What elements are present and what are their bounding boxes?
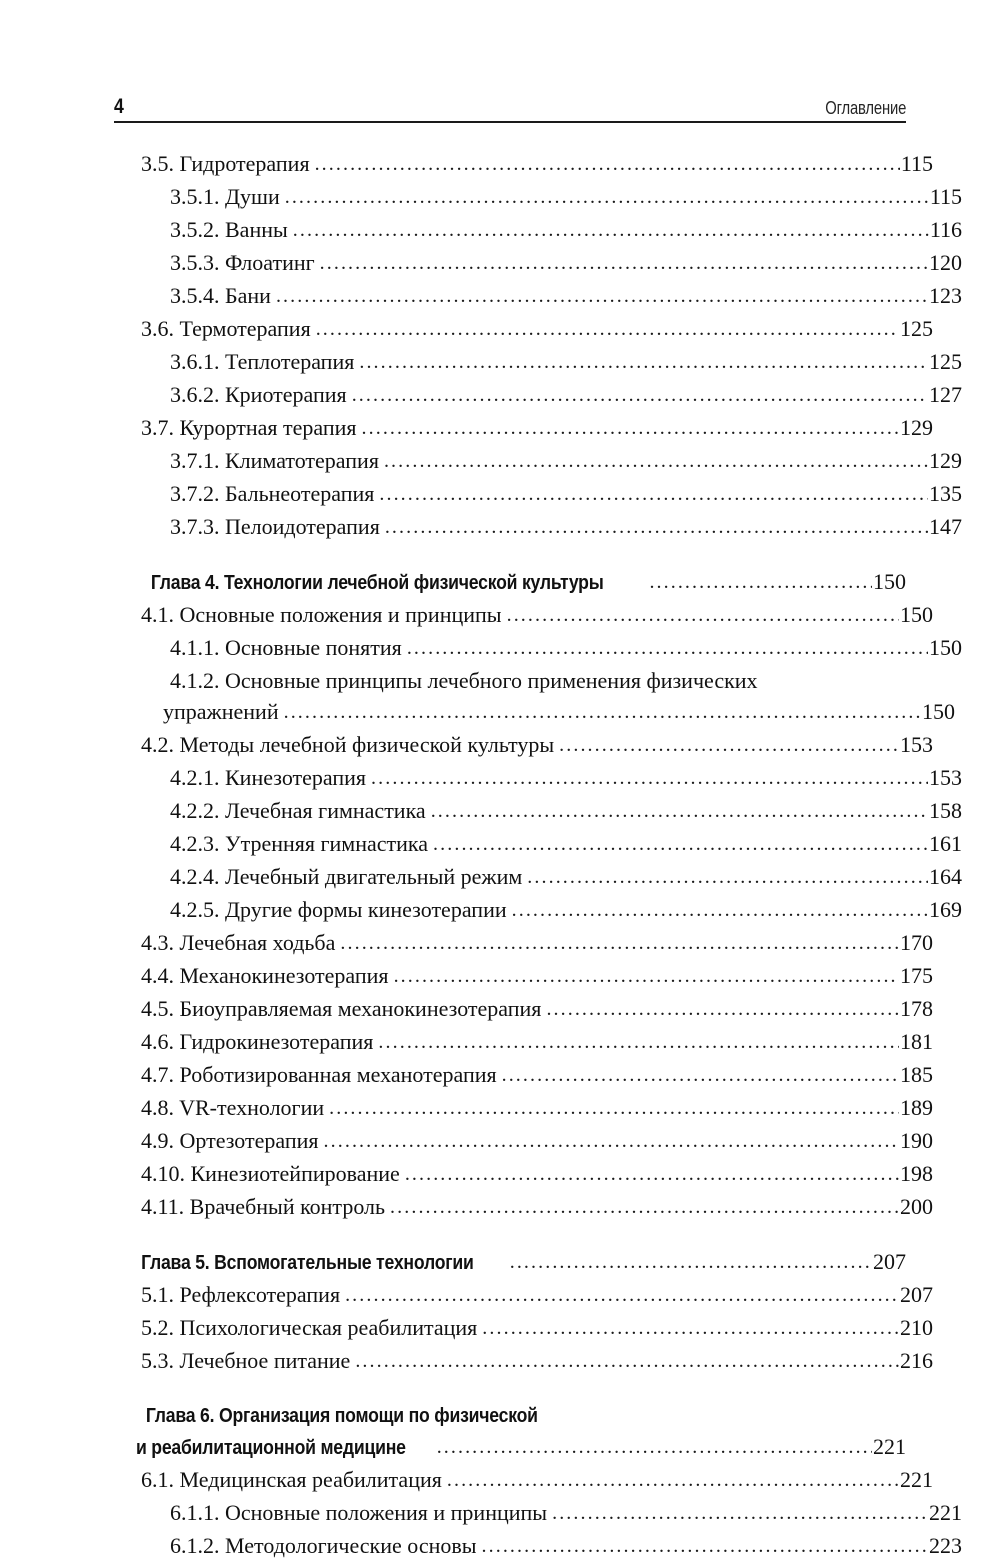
- toc-entry-label: 3.7.3. Пелоидотерапия: [170, 514, 380, 539]
- toc-entry-label: 3.6.1. Теплотерапия: [170, 349, 355, 374]
- dot-leader: [512, 895, 928, 926]
- toc-entry-label: 6.1.1. Основные положения и принципы: [170, 1500, 548, 1525]
- toc-entry-page-number: 169: [929, 897, 962, 922]
- toc-entry-page-number: 185: [900, 1062, 933, 1087]
- dot-leader: [329, 1093, 899, 1124]
- dot-leader: [378, 1027, 899, 1058]
- toc-section-entry[interactable]: [114, 1125, 933, 1158]
- toc-entry-page-number: 125: [929, 349, 962, 374]
- toc-section-entry[interactable]: [114, 1345, 933, 1378]
- dot-leader: [352, 380, 928, 411]
- toc-entry-label: 3.6. Термотерапия: [141, 316, 311, 341]
- toc-entry-page-number: 221: [873, 1434, 906, 1459]
- dot-leader: [284, 697, 921, 728]
- dot-leader: [482, 1313, 899, 1344]
- toc-entry-page-number: 221: [900, 1467, 933, 1492]
- dot-leader: [510, 1247, 872, 1278]
- dot-leader: [316, 314, 899, 345]
- dot-leader: [507, 600, 899, 631]
- toc-section-entry[interactable]: [114, 993, 933, 1026]
- toc-subsection-entry[interactable]: [114, 762, 962, 795]
- dot-leader: [362, 413, 899, 444]
- toc-subsection-entry[interactable]: [114, 280, 962, 313]
- toc-subsection-entry-continued[interactable]: [114, 696, 955, 729]
- toc-entry-label: 3.5. Гидротерапия: [141, 151, 310, 176]
- dot-leader: [546, 994, 899, 1025]
- toc-subsection-entry[interactable]: [114, 861, 962, 894]
- toc-entry-page-number: 120: [929, 250, 962, 275]
- toc-entry-page-number: 210: [900, 1315, 933, 1340]
- dot-leader: [552, 1498, 928, 1529]
- dot-leader: [371, 763, 928, 794]
- toc-entry-page-number: 153: [900, 732, 933, 757]
- dot-leader: [405, 1159, 899, 1190]
- dot-leader: [324, 1126, 899, 1157]
- toc-entry-label: 3.7.2. Бальнеотерапия: [170, 481, 375, 506]
- dot-leader: [437, 1432, 872, 1463]
- toc-subsection-entry[interactable]: [114, 445, 962, 478]
- dot-leader: [559, 730, 899, 761]
- toc-entry-page-number: 190: [900, 1128, 933, 1153]
- toc-subsection-entry[interactable]: [114, 632, 962, 665]
- toc-entry-page-number: 207: [873, 1249, 906, 1274]
- toc-subsection-entry[interactable]: [114, 181, 962, 214]
- toc-entry-page-number: 135: [929, 481, 962, 506]
- toc-entry-page-number: 178: [900, 996, 933, 1021]
- toc-section-entry[interactable]: [114, 960, 933, 993]
- toc-entry-page-number: 127: [929, 382, 962, 407]
- toc-entry-page-number: 129: [929, 448, 962, 473]
- toc-entry-page-number: 129: [900, 415, 933, 440]
- toc-section-entry[interactable]: [114, 927, 933, 960]
- toc-entry-page-number: 158: [929, 798, 962, 823]
- dot-leader: [502, 1060, 899, 1091]
- toc-section-entry[interactable]: [114, 1464, 933, 1497]
- toc-spacer: [114, 544, 906, 566]
- toc-subsection-entry[interactable]: [114, 478, 962, 511]
- toc-entry-label: 4.9. Ортезотерапия: [141, 1128, 319, 1153]
- toc-entry-page-number: 221: [929, 1500, 962, 1525]
- toc-chapter-entry[interactable]: [114, 566, 906, 599]
- toc-subsection-entry[interactable]: [114, 795, 962, 828]
- toc-subsection-entry[interactable]: [114, 665, 962, 696]
- toc-section-entry[interactable]: [114, 313, 933, 346]
- toc-entry-page-number: 198: [900, 1161, 933, 1186]
- toc-section-entry[interactable]: [114, 729, 933, 762]
- toc-entry-page-number: 150: [873, 569, 906, 594]
- toc-entry-page-number: 147: [929, 514, 962, 539]
- toc-chapter-entry[interactable]: [114, 1400, 906, 1431]
- dot-leader: [355, 1346, 899, 1377]
- toc-entry-label: Глава 4. Технологии лечебной физической культуры: [150, 571, 604, 594]
- toc-entry-label: 4.7. Роботизированная механотерапия: [141, 1062, 497, 1087]
- toc-entry-label: 4.3. Лечебная ходьба: [141, 930, 336, 955]
- toc-entry-page-number: 216: [900, 1348, 933, 1373]
- toc-entry-page-number: 175: [900, 963, 933, 988]
- dot-leader: [385, 512, 928, 543]
- toc-entry-page-number: 115: [929, 184, 962, 209]
- toc-subsection-entry[interactable]: [114, 247, 962, 280]
- dot-leader: [320, 248, 928, 279]
- toc-entry-page-number: 181: [900, 1029, 933, 1054]
- dot-leader: [285, 182, 929, 213]
- toc-entry-label: 5.1. Рефлексотерапия: [141, 1282, 341, 1307]
- toc-entry-label: упражнений: [163, 699, 279, 724]
- dot-leader: [359, 347, 928, 378]
- toc-section-entry[interactable]: [114, 1191, 933, 1224]
- dot-leader: [340, 928, 899, 959]
- toc-entry-page-number: 150: [922, 699, 955, 724]
- dot-leader: [407, 633, 928, 664]
- toc-entry-page-number: 207: [900, 1282, 933, 1307]
- toc-entry-label: Глава 6. Организация помощи по физической: [145, 1404, 538, 1427]
- table-of-contents: [114, 148, 962, 1563]
- toc-section-entry[interactable]: [114, 148, 933, 181]
- toc-entry-page-number: 161: [929, 831, 962, 856]
- toc-entry-label: 4.2.2. Лечебная гимнастика: [170, 798, 426, 823]
- toc-entry-label: Глава 5. Вспомогательные технологии: [141, 1251, 474, 1274]
- dot-leader: [431, 796, 928, 827]
- toc-entry-page-number: 153: [929, 765, 962, 790]
- dot-leader: [315, 149, 900, 180]
- dot-leader: [527, 862, 928, 893]
- running-head: [114, 96, 906, 123]
- toc-entry-label: 4.2. Методы лечебной физической культуры: [141, 732, 555, 757]
- dot-leader: [433, 829, 928, 860]
- toc-subsection-entry[interactable]: [114, 346, 962, 379]
- toc-entry-label: 4.1. Основные положения и принципы: [141, 602, 502, 627]
- toc-section-entry[interactable]: [114, 1312, 933, 1345]
- toc-spacer: [114, 1224, 906, 1246]
- dot-leader: [384, 446, 928, 477]
- toc-entry-label: 4.8. VR-технологии: [141, 1095, 325, 1120]
- toc-section-entry[interactable]: [114, 1059, 933, 1092]
- toc-entry-label: 4.11. Врачебный контроль: [141, 1194, 386, 1219]
- toc-entry-label: 4.10. Кинезиотейпирование: [141, 1161, 400, 1186]
- toc-entry-label: 3.5.4. Бани: [170, 283, 271, 308]
- toc-entry-page-number: 116: [929, 217, 962, 242]
- toc-entry-label: 5.3. Лечебное питание: [141, 1348, 351, 1373]
- toc-entry-label: 4.4. Механокинезотерапия: [141, 963, 389, 988]
- dot-leader: [482, 1531, 928, 1562]
- dot-leader: [649, 567, 872, 598]
- dot-leader: [390, 1192, 899, 1223]
- toc-entry-label: 5.2. Психологическая реабилитация: [141, 1315, 478, 1340]
- toc-subsection-entry[interactable]: [114, 1497, 962, 1530]
- toc-section-entry[interactable]: [114, 1092, 933, 1125]
- toc-section-entry[interactable]: [114, 1279, 933, 1312]
- toc-entry-label: 3.6.2. Криотерапия: [170, 382, 347, 407]
- toc-entry-label: 4.1.2. Основные принципы лечебного применения физических: [170, 668, 758, 693]
- toc-entry-page-number: 200: [900, 1194, 933, 1219]
- toc-section-entry[interactable]: [114, 599, 933, 632]
- toc-entry-page-number: 164: [929, 864, 962, 889]
- toc-entry-page-number: 150: [929, 635, 962, 660]
- toc-entry-page-number: 115: [900, 151, 933, 176]
- page-folio: 4: [114, 95, 124, 118]
- toc-entry-label: 4.2.4. Лечебный двигательный режим: [170, 864, 523, 889]
- toc-spacer: [114, 1378, 906, 1400]
- dot-leader: [276, 281, 928, 312]
- toc-section-entry[interactable]: [114, 1158, 933, 1191]
- toc-entry-label: 4.2.1. Кинезотерапия: [170, 765, 367, 790]
- toc-entry-label: 3.7. Курортная терапия: [141, 415, 357, 440]
- toc-entry-label: 6.1. Медицинская реабилитация: [141, 1467, 442, 1492]
- running-head-title: Оглавление: [825, 96, 906, 118]
- toc-entry-label: 4.6. Гидрокинезотерапия: [141, 1029, 374, 1054]
- toc-entry-label: 6.1.2. Методологические основы: [170, 1533, 477, 1558]
- toc-entry-page-number: 170: [900, 930, 933, 955]
- toc-subsection-entry[interactable]: [114, 214, 962, 247]
- dot-leader: [379, 479, 928, 510]
- toc-entry-label: 4.1.1. Основные понятия: [170, 635, 402, 660]
- toc-entry-label: 4.2.3. Утренняя гимнастика: [170, 831, 429, 856]
- dot-leader: [447, 1465, 899, 1496]
- toc-subsection-entry[interactable]: [114, 511, 962, 544]
- toc-subsection-entry[interactable]: [114, 828, 962, 861]
- toc-entry-page-number: 123: [929, 283, 962, 308]
- toc-section-entry[interactable]: [114, 412, 933, 445]
- toc-chapter-entry[interactable]: [114, 1246, 906, 1279]
- toc-entry-label: 3.5.3. Флоатинг: [170, 250, 315, 275]
- toc-entry-label: 4.2.5. Другие формы кинезотерапии: [170, 897, 507, 922]
- toc-subsection-entry[interactable]: [114, 894, 962, 927]
- toc-section-entry[interactable]: [114, 1026, 933, 1059]
- toc-entry-label: 3.7.1. Климатотерапия: [170, 448, 379, 473]
- toc-entry-label: 3.5.2. Ванны: [170, 217, 288, 242]
- toc-entry-label: и реабилитационной медицине: [135, 1436, 406, 1459]
- dot-leader: [293, 215, 929, 246]
- toc-entry-page-number: 189: [900, 1095, 933, 1120]
- toc-subsection-entry[interactable]: [114, 379, 962, 412]
- toc-entry-page-number: 223: [929, 1533, 962, 1558]
- toc-entry-page-number: 125: [900, 316, 933, 341]
- toc-entry-page-number: 150: [900, 602, 933, 627]
- dot-leader: [394, 961, 899, 992]
- toc-entry-label: 4.5. Биоуправляемая механокинезотерапия: [141, 996, 542, 1021]
- toc-subsection-entry[interactable]: [114, 1530, 962, 1563]
- toc-entry-label: 3.5.1. Души: [170, 184, 280, 209]
- dot-leader: [345, 1280, 899, 1311]
- toc-chapter-entry-continued[interactable]: [114, 1431, 906, 1464]
